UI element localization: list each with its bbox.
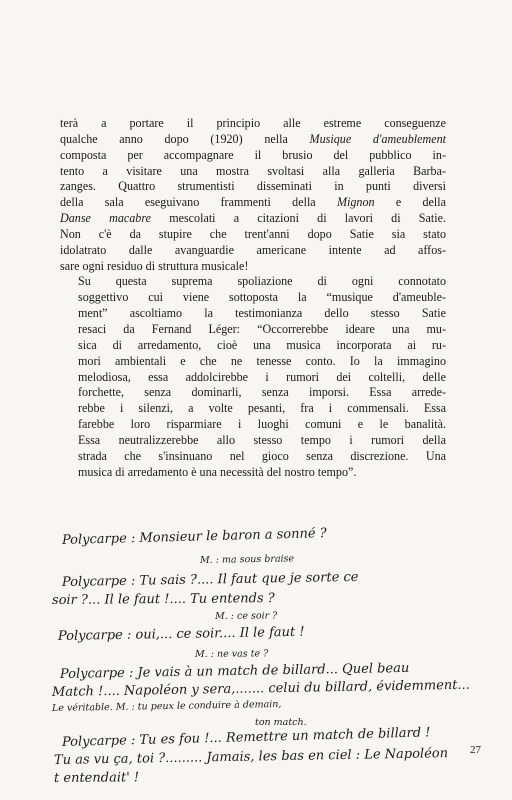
- manuscript-line: soir ?... Il le faut !.... Tu entends ?: [51, 591, 275, 608]
- text-line: rebbe i silenzi, a volte pesanti, fra i commensali. Essa: [78, 401, 446, 416]
- text-line: Danse macabre mescolati a citazioni di lavori di Satie.: [60, 211, 446, 226]
- manuscript-line: Le véritable. M. : tu peux le conduire à demain,: [51, 698, 282, 714]
- page-number: 27: [470, 744, 481, 756]
- manuscript-line: Polycarpe : oui,... ce soir.... Il le faut !: [57, 624, 305, 644]
- text-line: melodiosa, essa addolcirebbe i rumori dei coltelli, delle: [78, 369, 446, 384]
- manuscript-line: Polycarpe : Tu es fou !... Remettre un match de billard !: [61, 725, 431, 750]
- text-line: Essa neutralizzerebbe allo stesso tempo i rumori della: [78, 432, 446, 447]
- text-line: terà a portare il principio alle estreme conseguenze: [60, 116, 446, 130]
- paragraph-1: [60, 116, 446, 274]
- text-line: farebbe loro risparmiare i luoghi comuni e le banalità.: [78, 417, 446, 432]
- manuscript-line: M. : ce soir ?: [214, 610, 278, 622]
- manuscript-line: Polycarpe : Je vais à un match de billard... Quel beau: [59, 660, 410, 682]
- manuscript-line: M. : ne vas te ?: [194, 648, 269, 660]
- body-text: [60, 116, 446, 480]
- manuscript-line: Polycarpe : Tu sais ?.... Il faut que je sorte ce: [61, 569, 359, 590]
- text-line: della sala eseguivano frammenti della Mignon e della: [60, 195, 446, 210]
- text-line: sare ogni residuo di struttura musicale!: [60, 258, 249, 273]
- text-line: composta per accompagnare il brusio del pubblico in-: [60, 147, 446, 162]
- text-line: musica di arredamento è una necessità del nostro tempo”.: [78, 464, 357, 479]
- manuscript-line: Tu as vu ça, toi ?......... Jamais, les bas en ciel : Le Napoléon: [53, 746, 449, 768]
- text-line: Non c'è da stupire che trent'anni dopo Satie sia stato: [60, 226, 446, 241]
- text-line: sica di arredamento, cioè una musica incorporata ai ru-: [78, 337, 446, 352]
- text-line: qualche anno dopo (1920) nella Musique d'ameublement: [60, 131, 446, 146]
- text-line: ment” ascoltiamo la testimonianza dello stesso Satie: [78, 306, 446, 321]
- text-line: strada che s'insinuano nel gioco senza discrezione. Una: [78, 448, 446, 463]
- handwritten-manuscript: [50, 525, 471, 786]
- text-line: resaci da Fernand Léger: “Occorrerebbe ideare una mu-: [78, 321, 446, 336]
- text-line: mori ambientali e che ne tenesse conto. Io la immagino: [78, 353, 446, 368]
- text-line: zanges. Quattro strumentisti disseminati in punti diversi: [60, 179, 446, 194]
- text-line: tento a visitare una mostra svoltasi alla galleria Barba-: [60, 163, 446, 178]
- manuscript-line: M. : ma sous braise: [199, 553, 295, 566]
- manuscript-line: Polycarpe : Monsieur le baron a sonné ?: [61, 526, 327, 548]
- text-line: soggettivo cui viene sottoposta la “musique d'ameuble-: [78, 290, 446, 305]
- text-line: forchette, senza dominarli, senza imporsi. Essa arrede-: [78, 385, 446, 400]
- manuscript-line: ton match.: [255, 717, 307, 728]
- paragraph-2: [60, 274, 446, 480]
- manuscript-line: Match !.... Napoléon y sera,....... celui du billard, évidemment...: [51, 677, 471, 700]
- text-line: idolatrato dalle avanguardie americane intente ad affos-: [60, 242, 446, 257]
- text-line: Su questa suprema spoliazione di ogni connotato: [78, 274, 446, 289]
- manuscript-line: t entendait' !: [53, 770, 140, 786]
